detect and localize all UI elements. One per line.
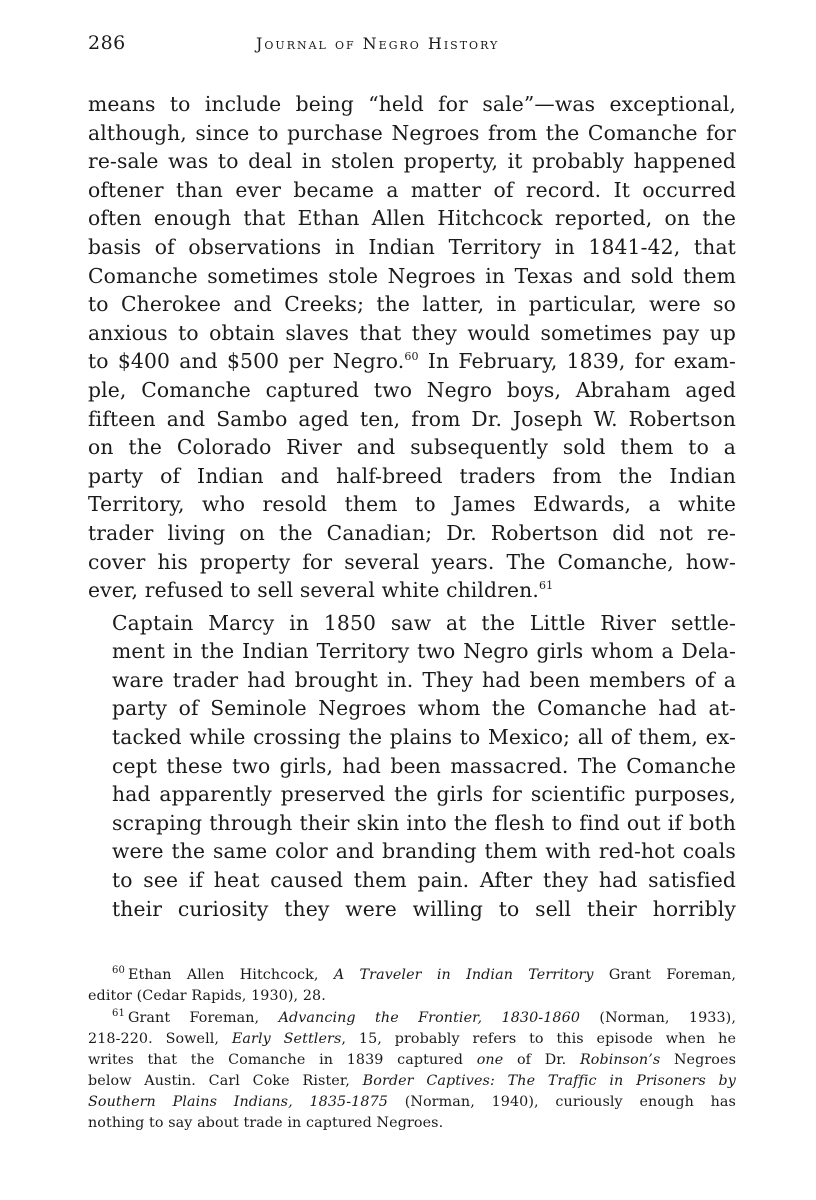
text-line: tacked while crossing the plains to Mexico; all of them, ex- <box>112 725 736 750</box>
running-title: Journal of Negro History <box>256 34 500 53</box>
text-line: oftener than ever became a matter of record. It occurred <box>88 177 736 202</box>
footnote-60 <box>88 965 736 1007</box>
footnote-number: 61 <box>112 1008 125 1020</box>
footnote-line <box>88 1029 736 1050</box>
footnote-reference: 60 <box>404 350 419 364</box>
footnote-text: , 15, probably refers to this episode when he <box>341 1031 737 1048</box>
text-line: were the same color and branding them with red-hot coals <box>112 839 736 864</box>
text-line <box>88 576 736 605</box>
footnote-reference: 61 <box>539 579 554 593</box>
footnote-text: writes that the Comanche in 1839 captured <box>88 1052 477 1069</box>
text-line: Captain Marcy in 1850 saw at the Little River settle- <box>112 610 736 635</box>
footnote-title: Advancing the Frontier, 1830-1860 <box>278 1010 581 1027</box>
text-segment: to $400 and $500 per Negro. <box>88 349 405 374</box>
text-line: re-sale was to deal in stolen property, it probably happened <box>88 149 736 174</box>
text-line: often enough that Ethan Allen Hitchcock reported, on the <box>88 206 736 231</box>
text-segment: ever, refused to sell several white children. <box>88 578 539 603</box>
footnote-line: editor (Cedar Rapids, 1930), 28. <box>88 988 326 1005</box>
footnote-text: of Dr. <box>503 1052 580 1069</box>
footnote-text: 218-220. Sowell, <box>88 1031 232 1048</box>
text-line: ware trader had brought in. They had been members of a <box>112 667 736 692</box>
page-header <box>88 32 736 62</box>
footnote-line: nothing to say about trade in captured Negroes. <box>88 1115 444 1132</box>
footnote-61 <box>88 1008 736 1134</box>
text-line: Territory, who resold them to James Edwards, a white <box>88 492 736 517</box>
footnote-text: (Norman, 1933), <box>580 1010 737 1027</box>
footnote-title: Border Captives: The Traffic in Prisoners by <box>362 1073 736 1090</box>
footnote-emphasis: one <box>476 1052 504 1069</box>
paragraph <box>88 90 736 605</box>
text-line: party of Indian and half-breed traders from the Indian <box>88 463 736 488</box>
text-line: their curiosity they were willing to sell their horribly <box>112 896 736 921</box>
text-line: cover his property for several years. The Comanche, how- <box>88 549 736 574</box>
text-line: although, since to purchase Negroes from the Comanche for <box>88 120 736 145</box>
text-line: cept these two girls, had been massacred. The Comanche <box>112 753 736 778</box>
footnote-title: Early Settlers <box>231 1031 342 1048</box>
document-page <box>88 30 736 1135</box>
text-line: party of Seminole Negroes whom the Comanche had at- <box>112 696 736 721</box>
text-line: fifteen and Sambo aged ten, from Dr. Joseph W. Robertson <box>88 406 736 431</box>
footnote-text: (Norman, 1940), curiously enough has <box>387 1094 736 1111</box>
text-line: scraping through their skin into the flesh to find out if both <box>112 810 736 835</box>
footnote-text: below Austin. Carl Coke Rister, <box>88 1073 363 1090</box>
page-number: 286 <box>88 32 126 54</box>
text-line: to Cherokee and Creeks; the latter, in particular, were so <box>88 292 736 317</box>
footnote-line <box>88 1092 736 1113</box>
text-line: means to include being “held for sale”—was exceptional, <box>88 92 736 116</box>
text-line: Comanche sometimes stole Negroes in Texas and sold them <box>88 263 736 288</box>
footnote-emphasis: Robinson’s <box>579 1052 661 1069</box>
footnote-line <box>88 1008 736 1029</box>
text-line: anxious to obtain slaves that they would sometimes pay up <box>88 320 736 345</box>
text-segment: In February, 1839, for exam- <box>418 349 736 374</box>
footnote-title: A Traveler in Indian Territory <box>333 967 594 984</box>
paragraph <box>88 609 736 924</box>
body-text <box>88 90 736 923</box>
text-line: to see if heat caused them pain. After they had satisfied <box>112 868 736 893</box>
text-line: basis of observations in Indian Territory in 1841-42, that <box>88 234 736 259</box>
text-line: on the Colorado River and subsequently sold them to a <box>88 435 736 460</box>
footnote-text: Ethan Allen Hitchcock, <box>127 967 334 984</box>
footnote-text: Negroes <box>660 1052 737 1069</box>
footnote-text: Grant Foreman, <box>593 967 736 984</box>
footnote-line <box>88 1071 736 1092</box>
footnote-line <box>88 965 736 986</box>
text-line: ment in the Indian Territory two Negro girls whom a Dela- <box>112 639 736 664</box>
footnote-text: Grant Foreman, <box>127 1010 279 1027</box>
footnotes <box>88 965 736 1134</box>
text-line: trader living on the Canadian; Dr. Robertson did not re- <box>88 520 736 545</box>
footnote-title: Southern Plains Indians, 1835-1875 <box>88 1094 388 1111</box>
text-line <box>88 347 736 376</box>
text-line: had apparently preserved the girls for scientific purposes, <box>112 782 736 807</box>
footnote-number: 60 <box>112 965 125 977</box>
footnote-line <box>88 1050 736 1071</box>
text-line: ple, Comanche captured two Negro boys, Abraham aged <box>88 377 736 402</box>
